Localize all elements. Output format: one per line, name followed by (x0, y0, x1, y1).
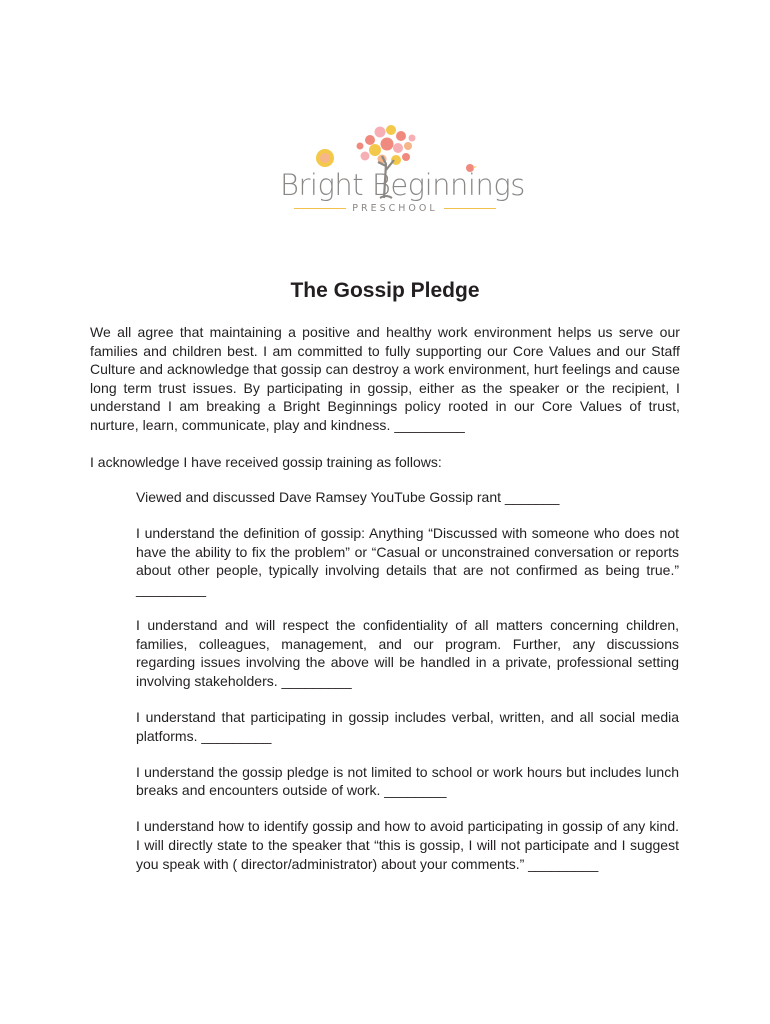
bright-beginnings-logo (270, 120, 530, 225)
list-item: I understand the definition of gossip: Anything “Discussed with someone who does not have the ability to fix the problem” or “Casual or unconstrained conversation or reports about other people, typically involving details that are not confirmed as being true.” _________ (136, 525, 679, 598)
intro-paragraph: We all agree that maintaining a positive and healthy work environment helps us serve our families and children best. I am committed to fully supporting our Core Values and our Staff Culture and acknowledge that gossip can destroy a work environment, hurt feelings and cause long term trust issues. By participating in gossip, either as the speaker or the recipient, I understand I am breaking a Bright Beginnings policy rooted in our Core Values of trust, nurture, learn, communicate, play and kindness. _________ (90, 324, 680, 433)
training-list (136, 488, 679, 873)
brand-name: Bright Beginnings (280, 168, 525, 202)
list-item: Viewed and discussed Dave Ramsey YouTube Gossip rant _______ (136, 489, 560, 506)
page-title: The Gossip Pledge (290, 279, 480, 302)
list-item: I understand how to identify gossip and how to avoid participating in gossip of any kind. I will directly state to the speaker that “this is gossip, I will not participate and I suggest you speak with ( director/administrator) about your comments.” _________ (136, 818, 679, 872)
list-item: I understand and will respect the confidentiality of all matters concerning children, families, colleagues, management, and our program. Further, any discussions regarding issues involving the above will be handled in a private, professional setting involving stakeholders. _________ (136, 617, 679, 689)
pledge-body (90, 323, 680, 891)
brand-tagline: PRESCHOOL (270, 203, 520, 214)
list-item: I understand that participating in gossip includes verbal, written, and all social media platforms. _________ (136, 709, 679, 744)
acknowledge-heading: I acknowledge I have received gossip training as follows: (90, 453, 442, 470)
list-item: I understand the gossip pledge is not limited to school or work hours but includes lunch breaks and encounters outside of work. ________ (136, 763, 679, 799)
